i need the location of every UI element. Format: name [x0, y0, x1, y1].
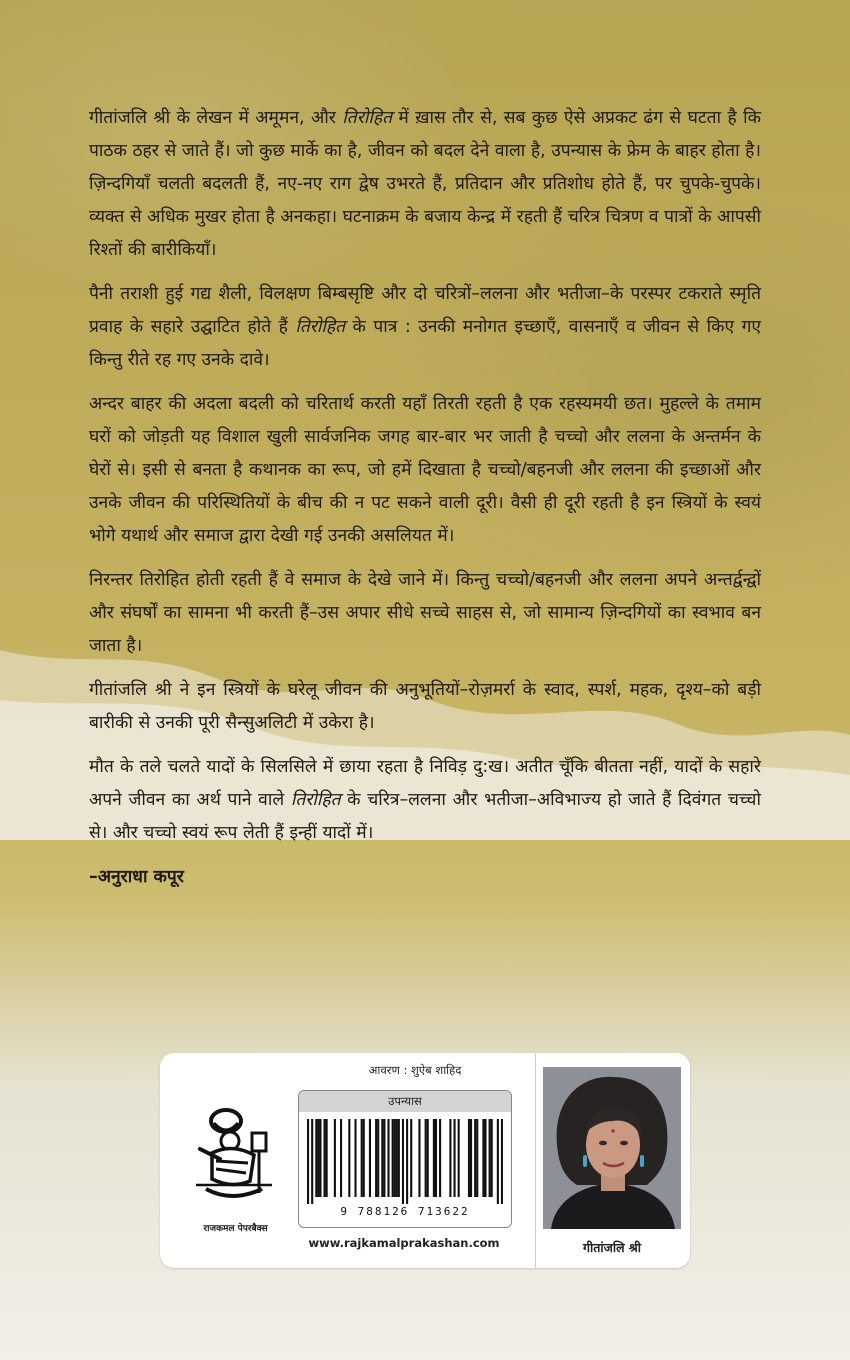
book-title-emphasis: तिरोहित [290, 790, 341, 810]
barcode-bar [383, 1119, 385, 1197]
barcode-bar [402, 1119, 404, 1204]
barcode-bar [398, 1119, 400, 1197]
paragraph-text: के चरित्र–ललना और भतीजा–अविभाज्य हो जाते हैं दिवंगत चच्चो से। और चच्चो स्वयं रूप लेती हैं इन्हीं यादों में। [89, 790, 761, 843]
cover-credit: आवरण : शुऐब शाहिद [368, 1063, 462, 1077]
barcode-bar [439, 1119, 441, 1197]
barcode-bar [334, 1119, 336, 1197]
barcode-bar [435, 1119, 437, 1197]
blurb-paragraph [89, 674, 761, 740]
barcode-bar [307, 1119, 309, 1204]
barcode-bar [468, 1119, 470, 1197]
blurb-paragraph [89, 102, 761, 267]
barcode-bar [396, 1119, 398, 1197]
barcode-bar [317, 1119, 319, 1197]
barcode-bar [501, 1119, 503, 1204]
paragraph-text: अन्दर बाहर की अदला बदली को चरितार्थ करती यहाँ तिरती रहती है एक रहस्यमयी छत। मुहल्ले के तमाम घरों को जोड़ती यह विशाल खुली सार्वजनिक जगह बार-बार भर जाती है चच्चो और ललना के अन्तर्मन के घेरों से। इसी से बनता है कथानक का रूप, जो हमें दिखाता है चच्चो/बहनजी और ललना की इच्छाओं और उनके जीवन की परिस्थितियों के बीच की न पट सकने वाली दूरी। वैसी ही दूरी रहती है इन स्त्रियों के स्वयं भोगे यथार्थ और समाज द्वारा देखी गई उनकी असलियत में। [89, 394, 761, 546]
barcode-bar [491, 1119, 493, 1197]
barcode-bar [458, 1119, 460, 1197]
book-title-emphasis: तिरोहित [342, 108, 392, 128]
barcode-bar [324, 1119, 326, 1197]
barcode-bar [482, 1119, 484, 1197]
barcode-bar [470, 1119, 472, 1197]
barcode-bar [377, 1119, 379, 1197]
paragraph-text: के पात्र : उनकी मनोगत इच्छाएँ, वासनाएँ व जीवन से किए गए किन्तु रीते रह गए उनके दावे। [89, 317, 762, 370]
barcode-bar [369, 1119, 371, 1197]
barcode-bar [375, 1119, 377, 1197]
publisher-panel [160, 1053, 690, 1268]
barcode-bar [340, 1119, 342, 1197]
isbn-digits: 9 788126 713622 [340, 1205, 470, 1218]
paragraph-text: मौत के तले चलते यादों के सिलसिले में छाया रहता है निविड़ दु:ख। अतीत चूँकि बीतता नहीं, यादों के सहारे अपने जीवन का अर्थ पाने वाले [89, 757, 761, 810]
barcode-bar [497, 1119, 499, 1204]
barcode-bar [474, 1119, 476, 1197]
book-title-emphasis: तिरोहित [295, 317, 346, 337]
publisher-website: www.rajkamalprakashan.com [308, 1236, 500, 1250]
blurb-signature: –अनुराधा कपूर [89, 867, 184, 887]
author-portrait-icon [543, 1067, 681, 1229]
publisher-logo [178, 1083, 293, 1248]
barcode-bar [418, 1119, 420, 1197]
barcode-bar [453, 1119, 455, 1197]
barcode-bar [476, 1119, 478, 1197]
paragraph-text: पैनी तराशी हुई गद्य शैली, विलक्षण बिम्बसृष्टि और दो चरित्रों–ललना और भतीजा–के परस्पर टकराते स्मृति प्रवाह के सहारे उद्घाटित होते हैं [89, 284, 761, 337]
barcode-bar [354, 1119, 356, 1197]
barcode-bar [363, 1119, 365, 1197]
barcode-bar [381, 1119, 383, 1197]
barcode-bar [311, 1119, 313, 1204]
paragraph-text: में ख़ास तौर से, सब कुछ ऐसे अप्रकट ढंग से घटता है कि पाठक ठहर से जाते हैं। जो कुछ मार्के का है, जीवन को बदल देने वाला है, उपन्यास के फ्रेम के बाहर होता है। ज़िन्दगियाँ चलती बदलती हैं, नए-नए राग द्वेष उभरते हैं, प्रतिदान और प्रतिशोध होते हैं, पर चुपके-चुपके। व्यक्त से अधिक मुखर होता है अनकहा। घटनाक्रम के बजाय केन्द्र में रहती हैं चरित्र चित्रण व पात्रों के आपसी रिश्तों की बारीकियाँ। [89, 108, 761, 260]
barcode-bar [348, 1119, 350, 1197]
barcode-bar [394, 1119, 396, 1197]
barcode-bar [489, 1119, 491, 1197]
isbn-barcode-box [298, 1090, 512, 1228]
barcode-bar [427, 1119, 429, 1197]
barcode-bar [319, 1119, 321, 1197]
blurb-paragraphs [89, 102, 761, 850]
publisher-imprint-label: राजकमल पेपरबैक्स [203, 1224, 268, 1234]
barcode-bar [425, 1119, 427, 1197]
panel-divider [535, 1053, 536, 1268]
author-name-caption: गीतांजलि श्री [582, 1240, 642, 1255]
barcode-bar [410, 1119, 412, 1197]
author-photo [543, 1067, 681, 1229]
blurb-paragraph [89, 388, 761, 553]
genre-label: उपन्यास [299, 1091, 511, 1112]
barcode-bar [315, 1119, 317, 1197]
blurb-paragraph [89, 564, 761, 663]
paragraph-text: गीतांजलि श्री के लेखन में अमूमन, और [89, 108, 343, 128]
barcode-bar [392, 1119, 394, 1197]
barcode-bar [326, 1119, 328, 1197]
barcode-bar [387, 1119, 389, 1197]
blurb-text [89, 102, 761, 894]
barcode-bar [406, 1119, 408, 1204]
blurb-paragraph [89, 751, 761, 850]
barcode-bar [433, 1119, 435, 1197]
barcode-bar [449, 1119, 451, 1197]
paragraph-text: निरन्तर तिरोहित होती रहती हैं वे समाज के देखे जाने में। किन्तु चच्चो/बहनजी और ललना अपने अन्तर्द्वन्द्वों और संघर्षों का सामना भी करती हैं–उस अपार सीधे सच्चे साहस से, जो सामान्य ज़िन्दगियों का स्वभाव बन जाता है। [89, 570, 761, 656]
blurb-paragraph [89, 278, 761, 377]
barcode-bar [361, 1119, 363, 1197]
scribe-logo-icon [192, 1103, 278, 1213]
barcode-bar [484, 1119, 486, 1197]
paragraph-text: गीतांजलि श्री ने इन स्त्रियों के घरेलू जीवन की अनुभूतियों–रोज़मर्रा के स्वाद, स्पर्श, महक, दृश्य–को बड़ी बारीकी से उनकी पूरी सैन्सुअलिटी में उकेरा है। [89, 680, 761, 733]
barcode-icon [307, 1119, 503, 1204]
